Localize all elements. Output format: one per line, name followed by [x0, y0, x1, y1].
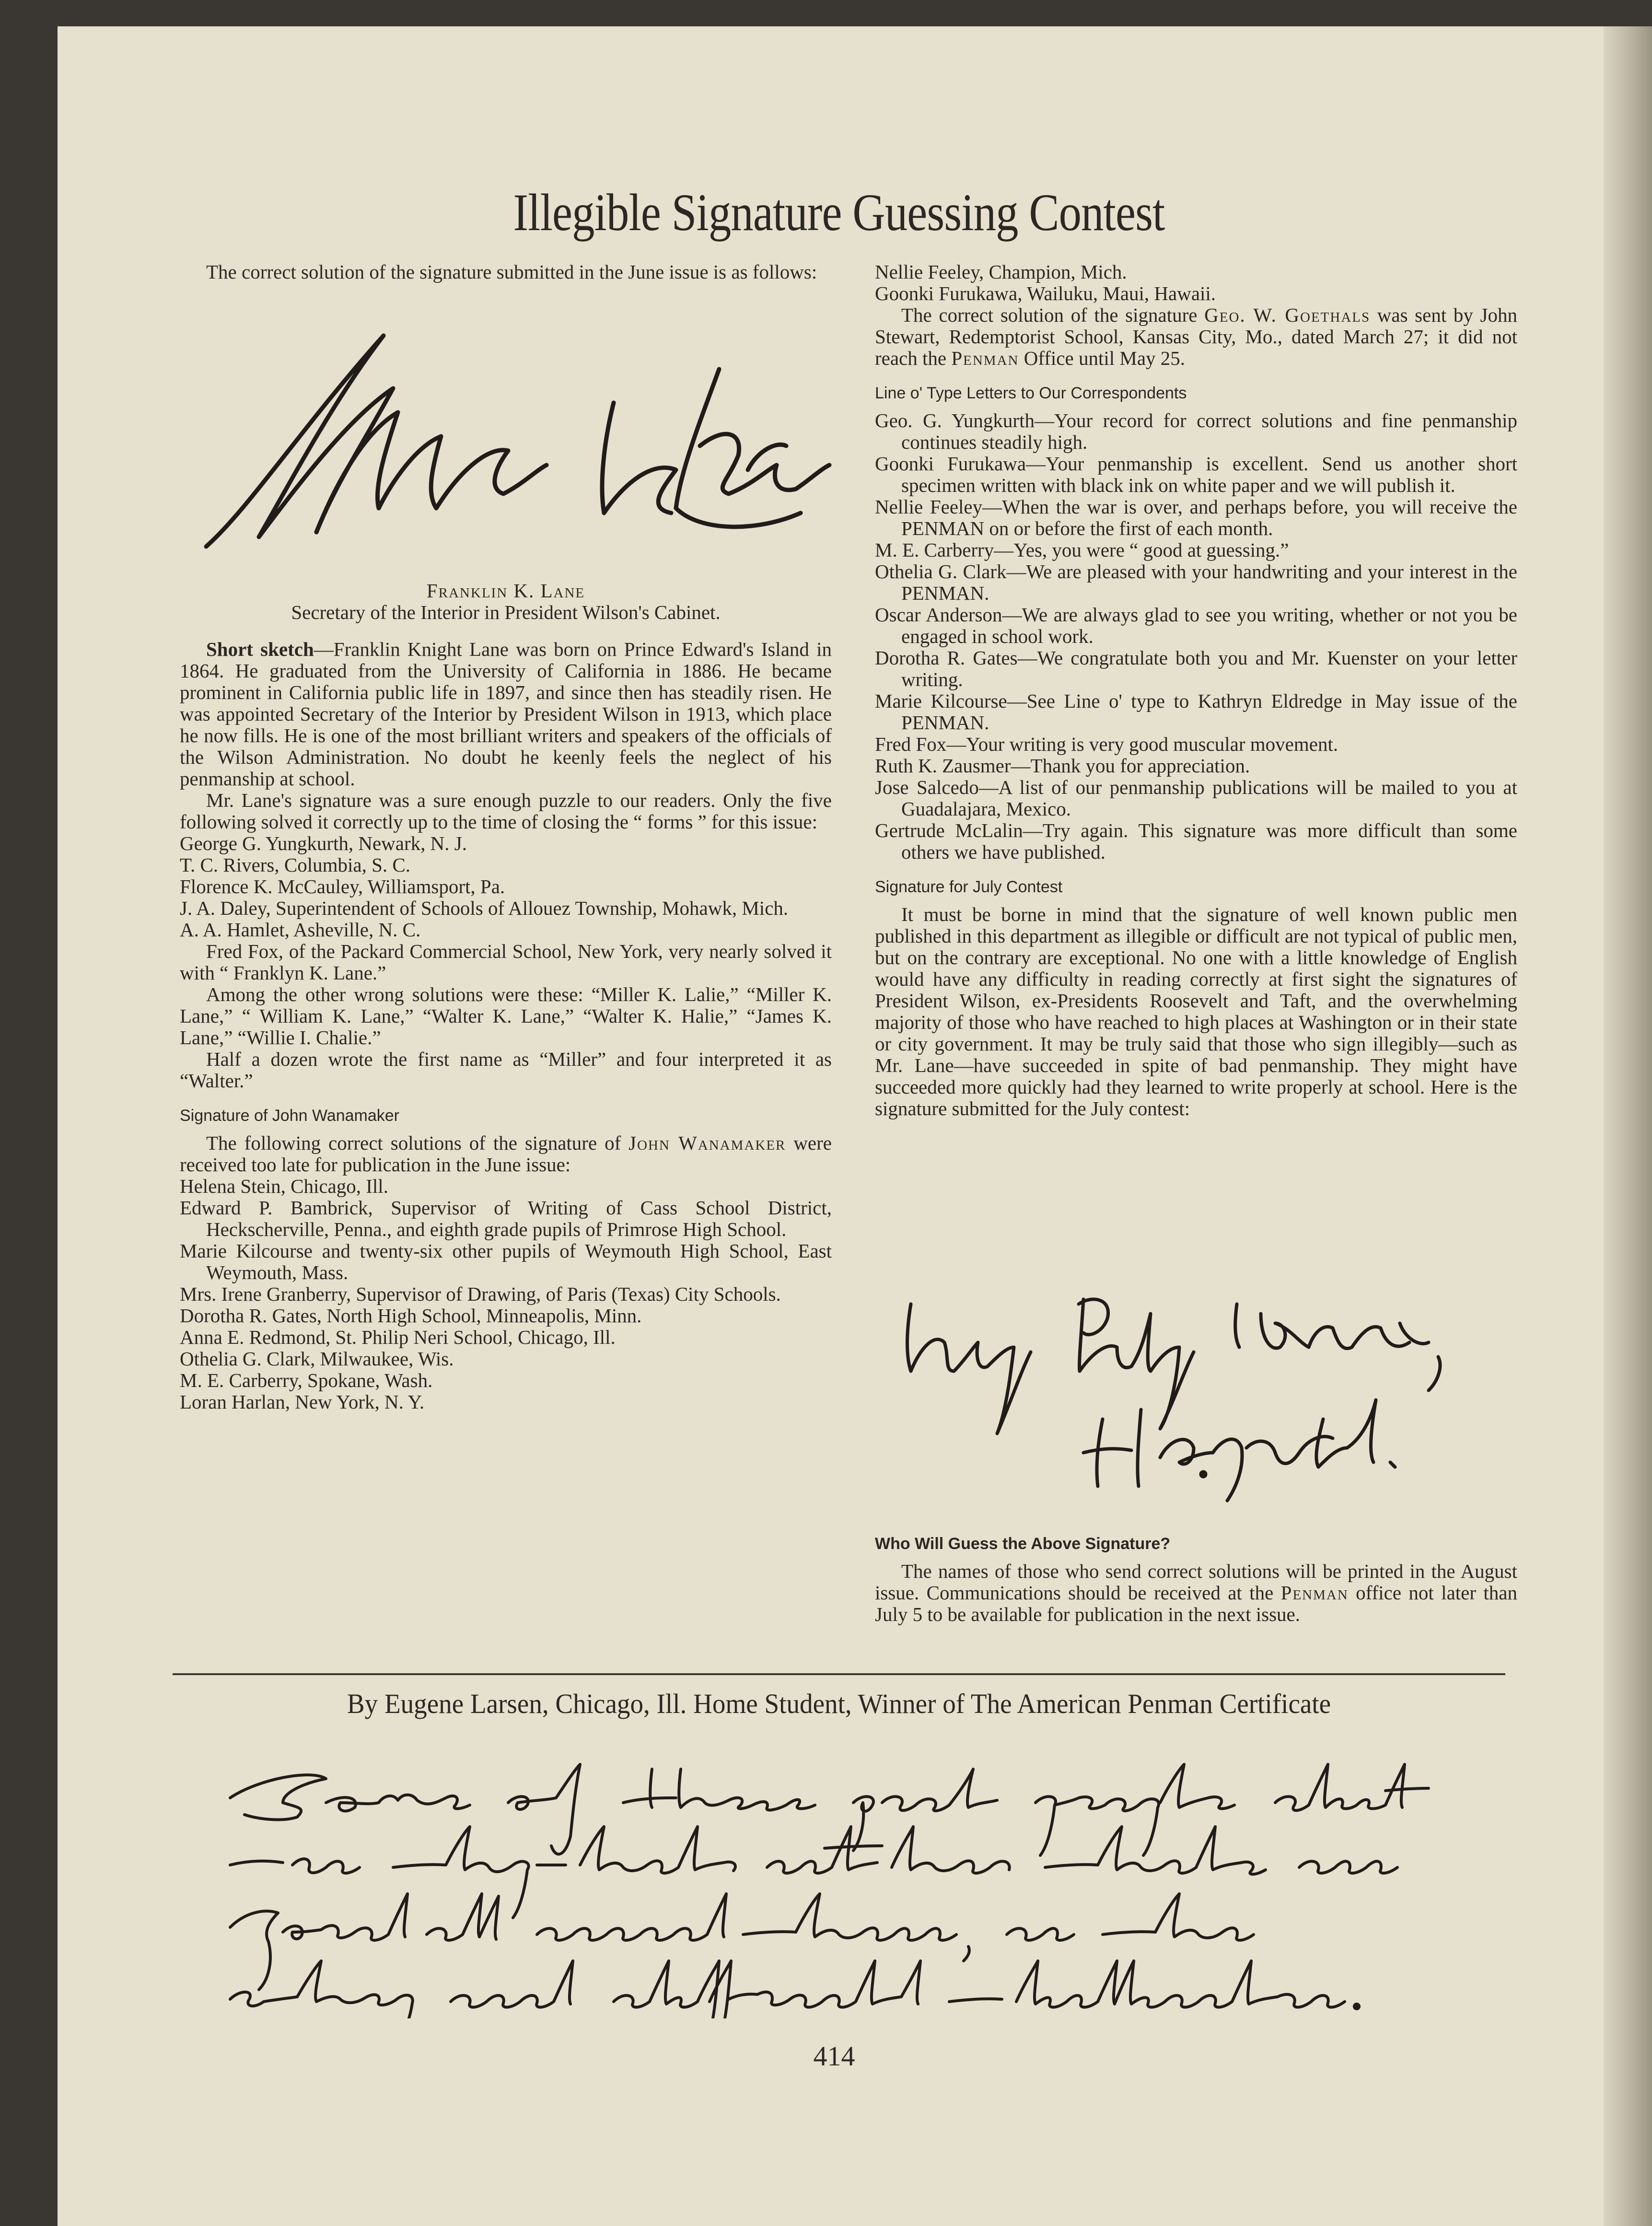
penman-name: Penman — [1280, 1582, 1349, 1604]
right-column — [875, 261, 1517, 1119]
wanamaker-item: Anna E. Redmond, St. Philip Neri School, Chicago, Ill. — [180, 1326, 616, 1348]
short-sketch-body: —Franklin Knight Lane was born on Prince Edward's Island in 1864. He graduated from the University of California in 1886. He became prominent in California public life in 1897, and since then has steadily risen. He was appointed Secretary of the Interior by President Wilson in 1913, which place he now fills. He is one of the most brilliant writers and speakers of the officials of the Wilson Administration. No doubt he keenly feels the neglect of his penmanship at school. — [180, 638, 832, 790]
wanamaker-heading: Signature of John Wanamaker — [180, 1107, 399, 1125]
solver-item: T. C. Rivers, Columbia, S. C. — [180, 854, 411, 876]
wanamaker-intro-a: The following correct solutions of the signature of — [206, 1132, 629, 1154]
goethals-c: Office until May 25. — [1019, 347, 1186, 369]
solver-item: J. A. Daley, Superintendent of Schools of Allouez Township, Mohawk, Mich. — [180, 897, 789, 919]
july-paragraph: It must be borne in mind that the signature of well known public men published in this department as illegible or difficult are not typical of public men, but on the contrary are exceptional. No one with a little knowledge of English would have any difficulty in reading correctly at first sight the signatures of President Wilson, ex-Presidents Roosevelt and Taft, and the overwhelming majority of those who have reached to high places at Washington or in their state or city government. It may be truly said that those who sign illegibly—such as Mr. Lane—have succeeded in spite of bad penmanship. They might have succeeded more quickly had they learned to write properly at school. Here is the signature submitted for the July contest: — [875, 903, 1517, 1119]
guess-paragraph — [875, 1561, 1517, 1625]
solver-item: George G. Yungkurth, Newark, N. J. — [180, 832, 467, 854]
letter-item: Nellie Feeley—When the war is over, and perhaps before, you will receive the PENMAN on or before the first of each month. — [875, 496, 1517, 539]
goethals-name: Geo. W. Goethals — [1204, 304, 1371, 326]
lane-signature-image — [192, 326, 834, 575]
wanamaker-item: Othelia G. Clark, Milwaukee, Wis. — [180, 1348, 454, 1370]
letter-item: Fred Fox—Your writing is very good muscular movement. — [875, 733, 1338, 755]
signature-caption-role: Secretary of the Interior in President Wilson's Cabinet. — [291, 601, 721, 623]
letters-heading: Line o' Type Letters to Our Correspondents — [875, 384, 1187, 402]
letter-item: Geo. G. Yungkurth—Your record for correct solutions and fine penmanship continues steadily high. — [875, 409, 1517, 453]
letter-item: Oscar Anderson—We are always glad to see you writing, whether or not you be engaged in school work. — [875, 604, 1517, 647]
july-heading: Signature for July Contest — [875, 878, 1063, 896]
page-number: 414 — [813, 2040, 855, 2072]
section-divider — [173, 1673, 1505, 1675]
solver-item: Florence K. McCauley, Williamsport, Pa. — [180, 875, 505, 897]
intro-text: The correct solution of the signature submitted in the June issue is as follows: — [206, 261, 817, 283]
puzzle-paragraph: Mr. Lane's signature was a sure enough puzzle to our readers. Only the five following solved it correctly up to the time of closing the “ forms ” for this issue: — [180, 789, 832, 833]
letter-item: Gertrude McLalin—Try again. This signature was more difficult than some others we have published. — [875, 819, 1517, 863]
wanamaker-item: Marie Kilcourse and twenty-six other pupils of Weymouth High School, East Weymouth, Mass. — [180, 1240, 832, 1283]
late-solver-item: Nellie Feeley, Champion, Mich. — [875, 261, 1127, 283]
wanamaker-item: Edward P. Bambrick, Supervisor of Writing of Cass School District, Heckscherville, Penna., and eighth grade pupils of Primrose High School. — [180, 1197, 832, 1240]
goethals-paragraph — [875, 304, 1517, 369]
right-column-bottom — [875, 1520, 1517, 1625]
goethals-a: The correct solution of the signature — [901, 304, 1205, 326]
specimen-banner: By Eugene Larsen, Chicago, Ill. Home Student, Winner of The American Penman Certificate — [347, 1688, 1331, 1719]
page-title: Illegible Signature Guessing Contest — [513, 183, 1165, 242]
left-column-body — [180, 580, 832, 1413]
signature-caption-name: Franklin K. Lane — [426, 580, 585, 602]
left-column — [180, 261, 832, 283]
late-solver-item: Goonki Furukawa, Wailuku, Maui, Hawaii. — [875, 282, 1216, 304]
letter-item: Othelia G. Clark—We are pleased with your handwriting and your interest in the PENMAN. — [875, 560, 1517, 604]
letter-item: Ruth K. Zausmer—Thank you for appreciation. — [875, 755, 1250, 777]
guess-heading: Who Will Guess the Above Signature? — [875, 1535, 1171, 1553]
wanamaker-item: Helena Stein, Chicago, Ill. — [180, 1175, 388, 1197]
goethals-b: was sent by John Stewart, Redemptorist School, Kansas City, Mo., dated March 27; it did not reach the — [875, 304, 1517, 369]
letter-item: M. E. Carberry—Yes, you were “ good at guessing.” — [875, 539, 1289, 561]
guess-a: The names of those who send correct solutions will be printed in the August issue. Communications should be received at the — [875, 1560, 1517, 1604]
fox-paragraph: Fred Fox, of the Packard Commercial School, New York, very nearly solved it with “ Franklyn K. Lane.” — [180, 940, 832, 984]
letter-item: Goonki Furukawa—Your penmanship is excellent. Send us another short specimen written with black ink on white paper and we will publish it. — [875, 453, 1517, 496]
wanamaker-intro — [180, 1132, 832, 1176]
guess-b: office not later than July 5 to be available for publication in the next issue. — [875, 1582, 1517, 1625]
letter-item: Jose Salcedo—A list of our penmanship publications will be mailed to you at Guadalajara, Mexico. — [875, 776, 1517, 820]
wrong-solutions-paragraph: Among the other wrong solutions were these: “Miller K. Lalie,” “Miller K. Lane,” “ William K. Lane,” “Walter K. Lane,” “Walter K. Halie,” “James K. Lane,” “Willie I. Chalie.” — [180, 983, 832, 1049]
wanamaker-item: Dorotha R. Gates, North High School, Minneapolis, Minn. — [180, 1305, 642, 1327]
wanamaker-intro-b: were received too late for publication in the June issue: — [180, 1132, 832, 1176]
wanamaker-item: Loran Harlan, New York, N. Y. — [180, 1391, 425, 1413]
letter-item: Dorotha R. Gates—We congratulate both you and Mr. Kuenster on your letter writing. — [875, 647, 1517, 690]
penmanship-specimen-image — [201, 1750, 1486, 2018]
wanamaker-item: Mrs. Irene Granberry, Supervisor of Drawing, of Paris (Texas) City Schools. — [180, 1283, 781, 1305]
wanamaker-item: M. E. Carberry, Spokane, Wash. — [180, 1369, 433, 1391]
short-sketch-lead: Short sketch — [206, 638, 314, 660]
letter-item: Marie Kilcourse—See Line o' type to Kathryn Eldredge in May issue of the PENMAN. — [875, 690, 1517, 734]
solver-item: A. A. Hamlet, Asheville, N. C. — [180, 919, 421, 941]
wanamaker-name: John Wanamaker — [628, 1132, 786, 1154]
july-signature-image — [892, 1275, 1505, 1505]
short-sketch-paragraph — [180, 639, 832, 790]
penman-name: Penman — [951, 347, 1019, 369]
half-dozen-paragraph: Half a dozen wrote the first name as “Miller” and four interpreted it as “Walter.” — [180, 1048, 832, 1092]
